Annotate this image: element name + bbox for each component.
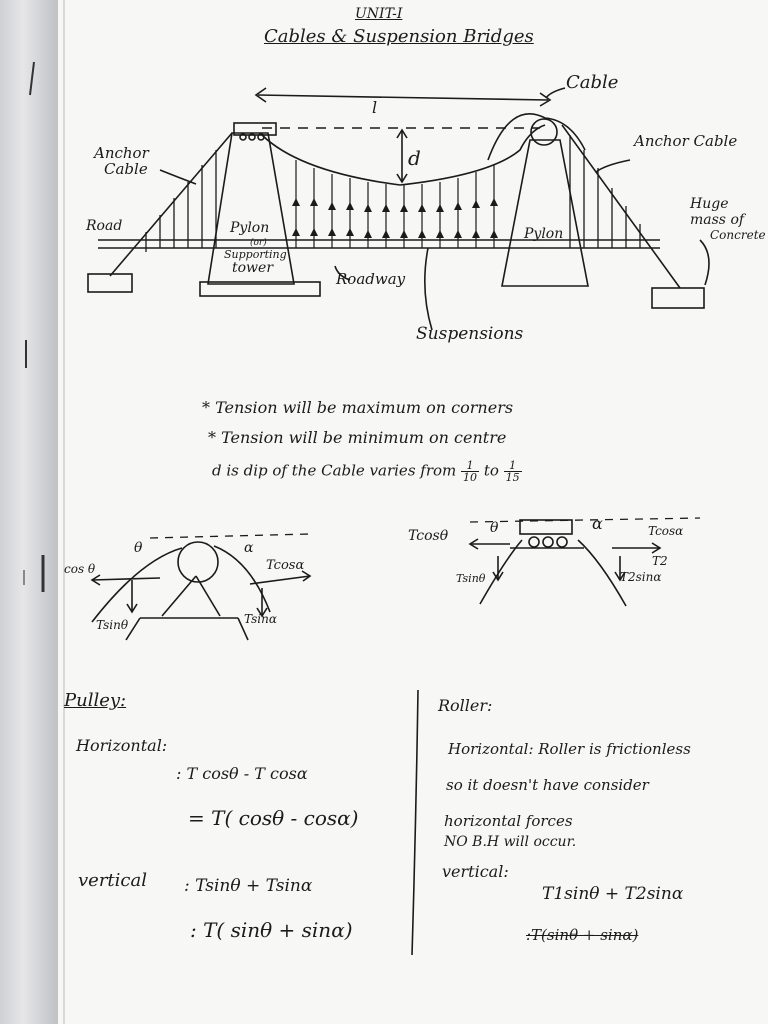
- unit-heading: UNIT-I: [355, 6, 403, 22]
- pulley-tcos-label: Tcosα: [266, 558, 305, 573]
- pulley-heading: Pulley:: [64, 690, 127, 711]
- roller-theta: θ: [490, 520, 499, 536]
- pulley-cos-label: cos θ: [64, 562, 96, 576]
- roller-alpha: α: [592, 514, 603, 533]
- pulley-vertical-eq1: : Tsinθ + Tsinα: [184, 876, 313, 896]
- label-tower: tower: [232, 260, 274, 276]
- pulley-horizontal-eq2: = T( cosθ - cosα): [188, 806, 359, 830]
- roller-tcos-alpha: Tcosα: [648, 524, 684, 538]
- label-road: Road: [86, 218, 123, 234]
- label-mass-of: mass of: [690, 212, 745, 228]
- roller-line1: Horizontal: Roller is frictionless: [448, 740, 691, 758]
- pulley-vertical-label: vertical: [78, 870, 147, 891]
- roller-t2: T2: [652, 554, 668, 568]
- label-concrete: Concrete: [710, 228, 766, 242]
- note-dip-text: d is dip of the Cable varies from: [212, 461, 457, 480]
- pulley-vertical-eq2: : T( sinθ + sinα): [190, 918, 353, 942]
- label-anchor-cable-right: Anchor Cable: [634, 132, 738, 150]
- roller-heading: Roller:: [438, 696, 493, 715]
- roller-line4: NO B.H will occur.: [444, 834, 577, 850]
- pulley-tsin-left: Tsinθ: [96, 618, 129, 632]
- label-span: l: [372, 98, 378, 117]
- label-suspensions: Suspensions: [416, 324, 524, 344]
- page-title: Cables & Suspension Bridges: [264, 26, 534, 47]
- roller-tsin-theta: Tsinθ: [456, 572, 486, 585]
- fraction-one-tenth: $\frac{1}{10}$: [463, 459, 478, 484]
- roller-line2: so it doesn't have consider: [446, 776, 649, 794]
- pulley-theta: θ: [134, 540, 143, 556]
- label-dip: d: [408, 146, 421, 170]
- label-pylon-or: (or): [250, 238, 267, 248]
- roller-line3: horizontal forces: [444, 812, 573, 830]
- note-max-tension: * Tension will be maximum on corners: [202, 398, 514, 417]
- roller-vertical-eq1: T1sinθ + T2sinα: [542, 884, 684, 904]
- label-roadway: Roadway: [336, 270, 406, 288]
- label-pylon-right: Pylon: [524, 226, 564, 242]
- label-supporting: Supporting: [224, 248, 287, 261]
- roller-tcos-theta: Tcosθ: [408, 528, 449, 544]
- label-anchor-cable-left-2: Cable: [104, 160, 148, 178]
- label-cable: Cable: [566, 72, 619, 93]
- pulley-horizontal-label: Horizontal:: [76, 736, 168, 755]
- roller-t2sin-alpha: T2sinα: [620, 570, 662, 584]
- pulley-alpha: α: [244, 540, 254, 556]
- label-huge: Huge: [690, 196, 729, 212]
- fraction-one-fifteenth: $\frac{1}{15}$: [505, 459, 520, 484]
- roller-vertical-label: vertical:: [442, 862, 509, 881]
- label-pylon-left: Pylon: [230, 220, 270, 236]
- label-anchor-cable-left-1: Anchor: [94, 144, 149, 162]
- pulley-tsin-right: Tsinα: [244, 612, 277, 626]
- roller-vertical-eq2: :T(sinθ + sinα): [526, 926, 639, 944]
- pulley-horizontal-eq1: : T cosθ - T cosα: [176, 764, 308, 783]
- note-min-tension: * Tension will be minimum on centre: [208, 428, 507, 447]
- note-to: to: [483, 461, 499, 480]
